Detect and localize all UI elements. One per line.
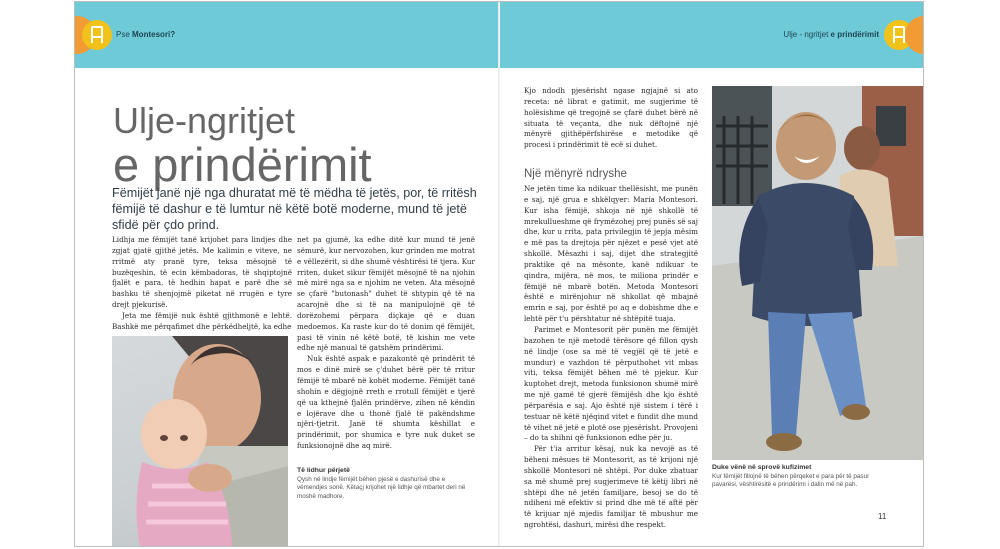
caption-title: Duke vënë në sprovë kufizimet bbox=[712, 464, 812, 471]
paragraph: Parimet e Montesorit për punën me fëmijët bazohen te një metodë tërësore që fillon qysh në lindje (ose sa më të vegjël që të jetë e mundur) e vazhdon të përputhohet vit mbas viti, teksa fëmijët bëhen më të pjekur. Kur kuptohet drejt, metoda funksionon shumë mirë me një gamë të gjerë fëmijësh dhe kjo është përparësia e saj. Ajo është një sistem i tërë i testuar në këtë njëqind vitet e fundit dhe mund të vihet në jetë e plotë ose pjesërisht. Provojeni – do ta shihni që funksionon edhe për ju. bbox=[524, 324, 698, 443]
body-column-1 bbox=[112, 235, 292, 333]
paragraph: Lidhja me fëmijët tanë krijohet para lindjes dhe zgjat gjatë gjithë jetës. Me kalimin e viteve, ne rritmë aty pranë tyre, teksa mësojnë të buzëqeshin, të ecin këmbadoras, të shqiptojnë fjalët e para, të hedhin hapat e parë dhe së bashku të shenjojmë piketat në rrugën e tyre drejt pjekurisë. bbox=[112, 235, 292, 310]
paragraph: Për t'ia arritur kësaj, nuk ka nevojë as të bëheni mësues të Montesorit, as të krijoni një shkollë Montesori në shtëpi. Por duke zbatuar sa më shumë prej sugjerimeve të këtij libri në shtëpi dhe në jetën familjare, besoj se do të ndiheni më efektiv si prind dhe më të aftë për të krijuar një mjedis familjar të mbushur me ngrohtësi, dashuri, mirësi dhe respekt. bbox=[524, 444, 698, 530]
photo-father-and-baby bbox=[112, 336, 288, 546]
gutter bbox=[498, 2, 500, 546]
title-line-1: Ulje-ngritjet bbox=[113, 100, 296, 141]
running-head-right: Ulje - ngritjet e prindërimit bbox=[783, 30, 879, 39]
caption-text: Qysh në lindje fëmijët bëhen pjesë e dashurisë dhe e vëmendjes sonë. Këtaçj krijohet një lidhje që mbartet deri në moshë madhore. bbox=[297, 475, 466, 500]
caption-title: Të lidhur përjetë bbox=[297, 467, 350, 474]
article-title bbox=[113, 99, 372, 191]
paragraph: Jeta me fëmijë nuk është gjithmonë e lehtë. Bashkë me përqafimet dhe përkëdheljtë, ka edhe bbox=[112, 310, 292, 331]
body-column-2 bbox=[297, 235, 475, 452]
chair-logo-icon bbox=[82, 20, 112, 50]
section-heading: Një mënyrë ndryshe bbox=[524, 168, 627, 180]
magazine-spread bbox=[75, 2, 923, 546]
paragraph: Kjo ndodh pjesërisht ngase ngjajnë si ato receta: në librat e gatimit, me sugjerime të holësishme që tregojnë se çfarë duhet bërë në situata të veçanta, dhe nuk dëftojnë një mënyrë gjithëpërfshirëse e metodike që procesi i prindërimit të ecë si duhet. bbox=[524, 86, 698, 150]
title-line-2: e prindërimit bbox=[113, 138, 372, 191]
page-number: 11 bbox=[878, 512, 887, 521]
running-head-left: Pse Montesori? bbox=[116, 30, 176, 39]
paragraph: Nuk është aspak e pazakontë që prindërit të mos e dinë mirë se ç'duhet bërë për të rritur fëmijë të mbarë në kohët moderne. Fëmijët tanë shohin e dëgjojnë rreth e rrotull fëmijët e tjerë që ua kthejnë fjalën prindërve, zihen në këndin e lojërave dhe u thonë fjalë të pakëndshme njëri-tjetrit. Janë të shumta këshillat e prindërimit, por shumica e tyre nuk duket se funksionojnë dhe aq mirë. bbox=[297, 354, 475, 451]
intro-paragraph: Fëmijët janë një nga dhuratat më të mëdha të jetës, por, të rritësh fëmijë të dashur e të lumtur në këtë botë moderne, mund të jetë sfidë për çdo prind. bbox=[112, 186, 477, 232]
father-baby-illustration bbox=[112, 336, 288, 546]
caption-left bbox=[297, 467, 469, 501]
paragraph: Ne jetën time ka ndikuar thellësisht, me punën e saj, një grua e shkëlqyer: Maria Montesori. Kur isha fëmijë, shkoja në një shkollë të mrekullueshme që frymëzohej prej punës së saj dhe, kur u rrita, pata privilegjin të jepja mësim e më pas ta drejtoja për njëzet e pesë vjet atë shkollë. Mësazhi i saj, dijet dhe strategjitë praktike që na mësonte, kanë ndikuar te qindra, mijëra, në mos, te miliona prindër e fëmijë në mbarë botën. Metoda Montesori është e mirënjohur në shkollat që mbajnë emrin e saj, por është po aq e dobishme dhe e lehtë për t'u përshtatur në shtëpitë tuaja. bbox=[524, 184, 698, 324]
paragraph: net pa gjumë, ka edhe ditë kur mund të jenë sëmurë, kur nervozohen, kur grinden me motrat e vëllezërit, si dhe shumë vështirësi të tjera. Kur rriten, duket sikur fëmijët mësojnë të na njohin më mirë nga sa e njohim ne veten. Ata mësojnë se çfarë "butonash" duhet të shtypin që të na acarojnë dhe si të na manipulojnë që të dorëzohemi përpara diçkaje që e duan medoemos. Ka raste kur do të donim që fëmijët, pasi të vinin në këtë botë, të kishin me vete edhe një manual të gatshëm prindërimi. bbox=[297, 235, 475, 353]
body-column-4 bbox=[524, 168, 698, 531]
right-header-band bbox=[499, 2, 923, 68]
body-column-3 bbox=[524, 86, 698, 151]
photo-smiling-boy-walking bbox=[712, 86, 923, 460]
caption-right bbox=[712, 464, 872, 490]
caption-text: Kur fëmijët fillojnë të bëhen përqeket e para për të pasur pavarësi, vështirësitë e prindërimi i dalin më në pah. bbox=[712, 472, 870, 489]
logo-arc-right bbox=[905, 16, 923, 54]
boy-walking-illustration bbox=[712, 86, 923, 460]
left-header-band bbox=[75, 2, 499, 68]
